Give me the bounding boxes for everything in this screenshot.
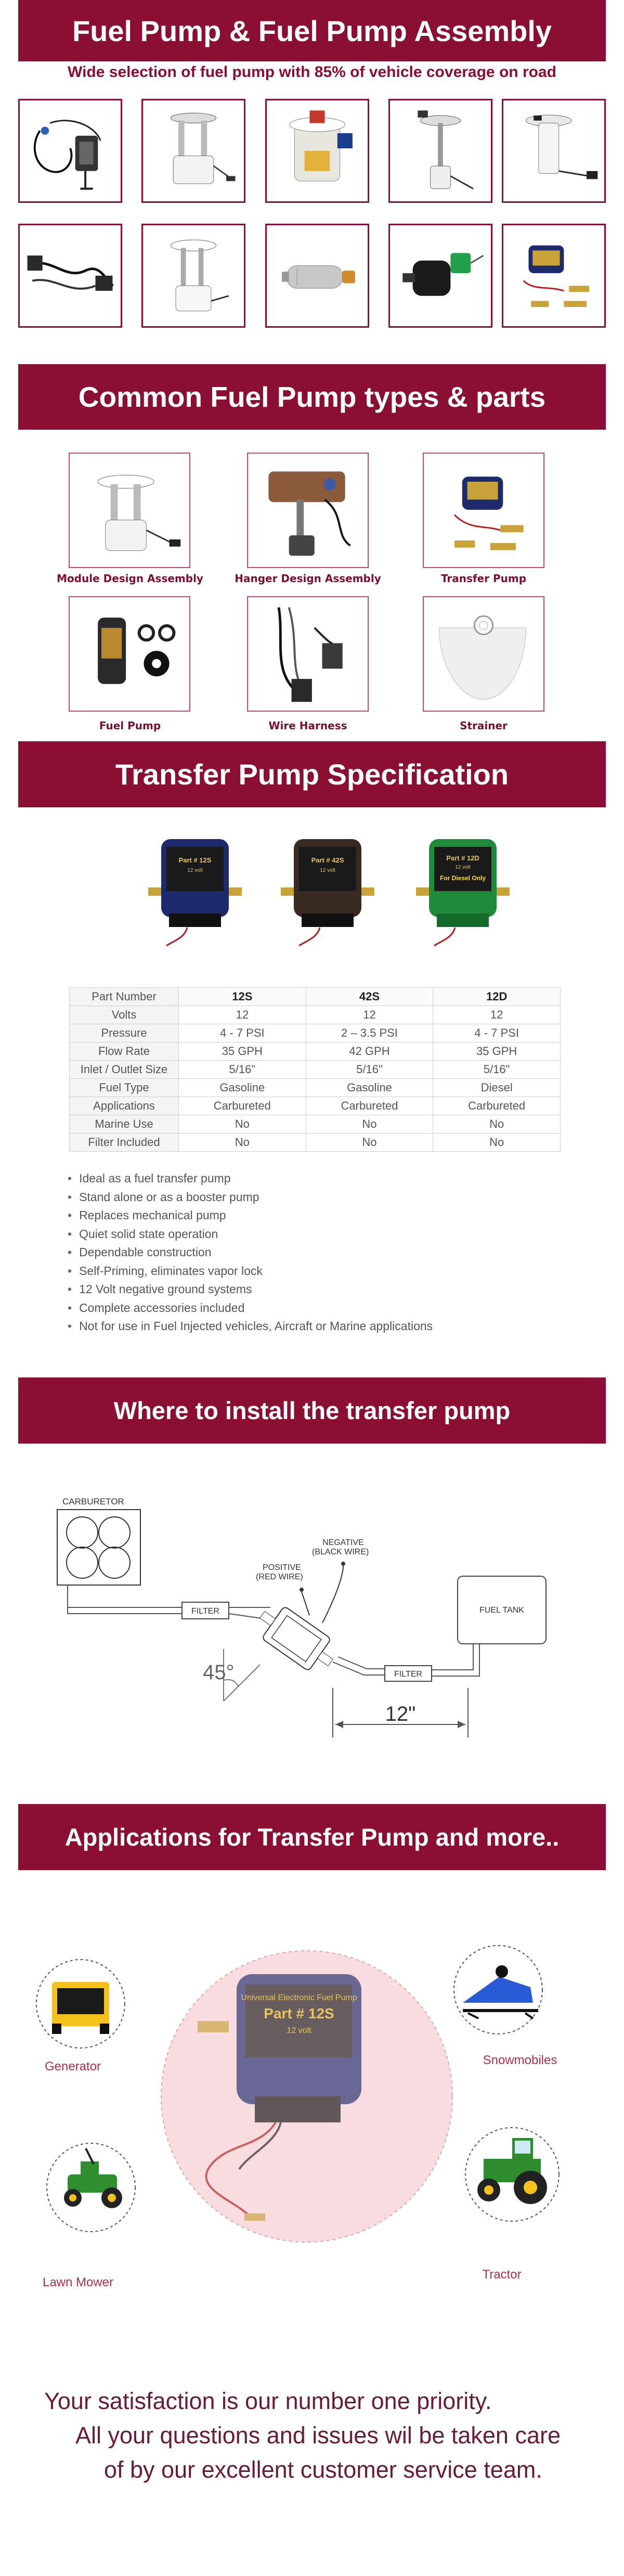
center-pump-volt: 12 volt — [287, 2026, 311, 2035]
feature-list — [68, 1169, 433, 1336]
fuel-pump-bucket-icon — [267, 100, 368, 201]
pump-42s-part: Part # 42S — [311, 856, 344, 864]
section5-title: Applications for Transfer Pump and more.. — [64, 1823, 560, 1851]
pump-12d-icon — [406, 826, 520, 947]
table-cell: No — [433, 1134, 561, 1152]
table-cell: 5/16" — [179, 1061, 306, 1079]
diagram-positive-sub: (RED WIRE) — [256, 1573, 303, 1581]
type-card-fuel-pump[interactable] — [69, 596, 190, 712]
section3-title: Transfer Pump Specification — [115, 758, 509, 791]
table-cell: 42 GPH — [306, 1042, 433, 1061]
table-cell: Inlet / Outlet Size — [70, 1061, 179, 1079]
table-row — [70, 1061, 561, 1079]
table-row — [70, 1115, 561, 1134]
type-label-wire-harness: Wire Harness — [268, 719, 347, 732]
diagram-negative-label: NEGATIVE — [322, 1538, 364, 1547]
product-thumb-8[interactable] — [265, 224, 369, 328]
table-cell: 5/16" — [433, 1061, 561, 1079]
table-cell: 12 — [433, 1006, 561, 1024]
table-cell: 5/16" — [306, 1061, 433, 1079]
app-snowmobiles-label: Snowmobiles — [483, 2053, 557, 2067]
pump-12s-icon — [138, 826, 252, 947]
product-thumb-6[interactable] — [18, 224, 122, 328]
type-label-fuel-pump: Fuel Pump — [99, 719, 161, 732]
table-cell: No — [179, 1134, 306, 1152]
table-cell: Diesel — [433, 1079, 561, 1097]
table-row — [70, 1097, 561, 1115]
table-row — [70, 1079, 561, 1097]
product-thumb-4[interactable] — [388, 99, 492, 203]
type-card-hanger[interactable] — [247, 453, 369, 568]
table-cell: 35 GPH — [433, 1042, 561, 1061]
spec-table-header — [70, 988, 561, 1006]
section5-banner — [18, 1804, 606, 1870]
list-item: • 12 Volt negative ground systems — [68, 1280, 433, 1299]
product-thumb-2[interactable] — [141, 99, 245, 203]
table-cell: Filter Included — [70, 1134, 179, 1152]
table-cell: Gasoline — [179, 1079, 306, 1097]
product-thumb-7[interactable] — [141, 224, 245, 328]
product-thumb-9[interactable] — [388, 224, 492, 328]
diagram-filter1-label: FILTER — [191, 1607, 219, 1616]
spec-pump-42s — [270, 826, 385, 947]
table-cell: Carbureted — [433, 1097, 561, 1115]
closing-line-1: Your satisfaction is our number one priority. — [44, 2388, 492, 2414]
pump-12d-volt: 12 volt — [455, 865, 471, 870]
type-card-wire-harness[interactable] — [247, 596, 369, 712]
table-cell: Pressure — [70, 1024, 179, 1042]
fuel-pump-icon — [70, 597, 189, 711]
carburetor-box — [57, 1510, 140, 1585]
hanger-design-icon — [248, 454, 368, 567]
type-label-transfer: Transfer Pump — [440, 572, 527, 585]
type-card-transfer[interactable] — [423, 453, 544, 568]
list-item: • Replaces mechanical pump — [68, 1206, 433, 1225]
table-cell: 35 GPH — [179, 1042, 306, 1061]
pump-42s-volt: 12 volt — [320, 868, 335, 873]
section1-banner — [18, 0, 606, 61]
diagram-carburetor-label: CARBURETOR — [62, 1497, 124, 1506]
table-header-cell: 42S — [306, 988, 433, 1006]
type-label-hanger: Hanger Design Assembly — [235, 572, 381, 585]
fuel-pump-float-icon — [503, 100, 604, 201]
table-cell: 2 – 3.5 PSI — [306, 1024, 433, 1042]
table-cell: No — [306, 1115, 433, 1134]
table-cell: Fuel Type — [70, 1079, 179, 1097]
pump-12d-part: Part # 12D — [446, 854, 479, 862]
product-thumb-3[interactable] — [265, 99, 369, 203]
table-cell: 4 - 7 PSI — [433, 1024, 561, 1042]
center-pump-part: Part # 12S — [264, 2005, 334, 2021]
install-diagram-svg — [52, 1483, 582, 1753]
type-card-strainer[interactable] — [423, 596, 544, 712]
app-tractor-label: Tractor — [482, 2268, 522, 2282]
table-header-cell: 12D — [433, 988, 561, 1006]
table-cell: Carbureted — [306, 1097, 433, 1115]
fuel-pump-hanger-white-icon — [143, 225, 244, 326]
diagram-distance-label: 12" — [385, 1703, 416, 1725]
product-thumb-10[interactable] — [502, 224, 606, 328]
table-cell: Carbureted — [179, 1097, 306, 1115]
pump-12s-part: Part # 12S — [178, 856, 212, 864]
list-item: • Dependable construction — [68, 1243, 433, 1262]
table-cell: No — [179, 1115, 306, 1134]
list-item: • Quiet solid state operation — [68, 1225, 433, 1244]
section4-banner — [18, 1377, 606, 1444]
section4-title: Where to install the transfer pump — [113, 1397, 511, 1424]
electric-fuel-pump-icon — [267, 225, 368, 326]
closing-line-2: All your questions and issues wil be taken care — [75, 2422, 561, 2449]
wire-harness-part-icon — [248, 597, 368, 711]
spec-table — [69, 987, 561, 1152]
list-item: • Not for use in Fuel Injected vehicles, Aircraft or Marine applications — [68, 1317, 433, 1336]
table-header-cell: Part Number — [70, 988, 179, 1006]
transfer-pump-kit-icon — [503, 225, 604, 326]
list-item: • Ideal as a fuel transfer pump — [68, 1169, 433, 1188]
product-thumb-5[interactable] — [502, 99, 606, 203]
section1-title: Fuel Pump & Fuel Pump Assembly — [72, 14, 552, 47]
list-item: • Stand alone or as a booster pump — [68, 1188, 433, 1207]
table-row — [70, 1006, 561, 1024]
pump-green-connector-icon — [390, 225, 491, 326]
app-lawn-mower-label: Lawn Mower — [42, 2275, 114, 2289]
fuel-pump-module-icon — [20, 100, 121, 201]
center-pump-brand: Universal Electronic Fuel Pump — [241, 1993, 357, 2002]
applications-svg — [31, 1925, 593, 2320]
install-diagram — [52, 1483, 582, 1753]
table-header-cell: 12S — [179, 988, 306, 1006]
diagram-positive-label: POSITIVE — [263, 1563, 301, 1572]
app-generator-label: Generator — [44, 2059, 101, 2073]
table-cell: 12 — [306, 1006, 433, 1024]
spec-pump-12s — [138, 826, 252, 947]
table-cell: Applications — [70, 1097, 179, 1115]
table-cell: 12 — [179, 1006, 306, 1024]
diagram-fuel-tank-label: FUEL TANK — [479, 1606, 524, 1615]
section2-banner — [18, 364, 606, 430]
spec-pump-12d — [406, 826, 520, 947]
list-item: • Complete accessories included — [68, 1299, 433, 1318]
section3-banner — [18, 741, 606, 807]
generator-icon — [52, 1982, 109, 2034]
closing-line-3: of by our excellent customer service team. — [104, 2456, 542, 2483]
table-row — [70, 1042, 561, 1061]
fuel-pump-assembly-icon — [143, 100, 244, 201]
module-design-icon — [70, 454, 189, 567]
table-row — [70, 1024, 561, 1042]
fuel-pump-hanger-icon — [390, 100, 491, 201]
table-cell: Flow Rate — [70, 1042, 179, 1061]
diagram-negative-sub: (BLACK WIRE) — [312, 1548, 369, 1556]
table-cell: Gasoline — [306, 1079, 433, 1097]
table-row — [70, 1134, 561, 1152]
table-cell: Volts — [70, 1006, 179, 1024]
table-cell: No — [433, 1115, 561, 1134]
section2-title: Common Fuel Pump types & parts — [78, 381, 546, 413]
section1-subtitle: Wide selection of fuel pump with 85% of vehicle coverage on road — [68, 63, 556, 81]
table-cell: 4 - 7 PSI — [179, 1024, 306, 1042]
diagram-filter2-label: FILTER — [394, 1670, 422, 1679]
product-thumb-1[interactable] — [18, 99, 122, 203]
type-card-module[interactable] — [69, 453, 190, 568]
pump-12s-volt: 12 volt — [187, 868, 203, 873]
table-cell: Marine Use — [70, 1115, 179, 1134]
strainer-icon — [424, 597, 543, 711]
transfer-pump-icon — [424, 454, 543, 567]
type-label-strainer: Strainer — [460, 719, 508, 732]
wire-harness-icon — [20, 225, 121, 326]
list-item: • Self-Priming, eliminates vapor lock — [68, 1262, 433, 1281]
table-cell: No — [306, 1134, 433, 1152]
pump-12d-note: For Diesel Only — [439, 874, 486, 882]
applications-graphic — [31, 1925, 593, 2320]
type-label-module: Module Design Assembly — [57, 572, 203, 585]
pump-42s-icon — [270, 826, 385, 947]
diagram-angle-label: 45° — [203, 1661, 235, 1684]
